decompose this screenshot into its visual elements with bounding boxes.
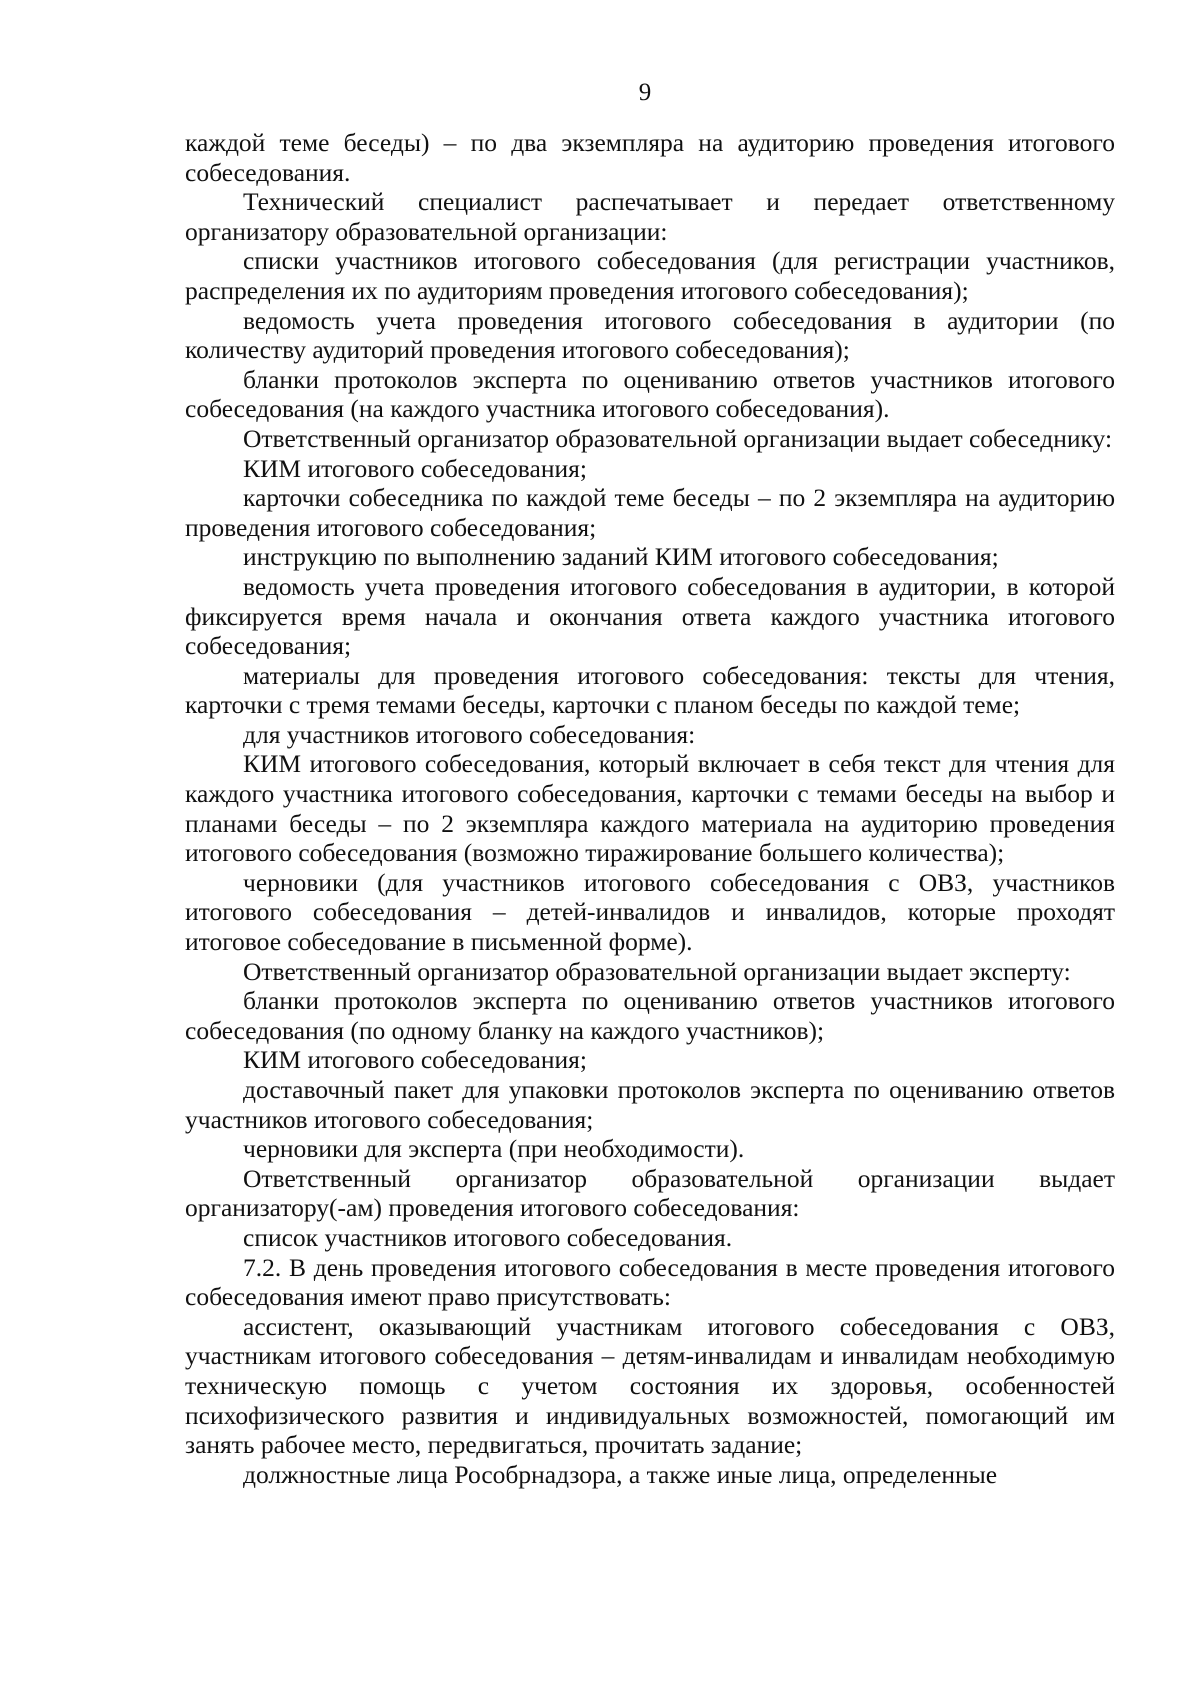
paragraph: КИМ итогового собеседования;: [243, 453, 587, 483]
paragraph: инструкцию по выполнению заданий КИМ итогового собеседования;: [243, 542, 999, 572]
paragraph: Ответственный организатор образовательной организации выдает организатору(-ам) проведения итогового собеседования:: [185, 1163, 1115, 1223]
paragraph: доставочный пакет для упаковки протоколов эксперта по оцениванию ответов участников итогового собеседования;: [185, 1075, 1115, 1134]
paragraph: черновики (для участников итогового собеседования с ОВЗ, участников итогового собеседования – детей-инвалидов и инвалидов, которые проходят итоговое собеседование в письменной форме).: [185, 867, 1115, 957]
paragraph: бланки протоколов эксперта по оцениванию ответов участников итогового собеседования (по одному бланку на каждого участников);: [185, 986, 1115, 1045]
paragraph: бланки протоколов эксперта по оцениванию ответов участников итогового собеседования (на каждого участника итогового собеседования).: [185, 364, 1115, 424]
paragraph: КИМ итогового собеседования;: [243, 1045, 587, 1075]
paragraph: каждой теме беседы) – по два экземпляра на аудиторию проведения итогового собеседования.: [185, 128, 1115, 187]
paragraph: список участников итогового собеседования.: [243, 1222, 733, 1252]
paragraph: карточки собеседника по каждой теме беседы – по 2 экземпляра на аудиторию проведения итогового собеседования;: [185, 483, 1115, 542]
paragraph: ведомость учета проведения итогового собеседования в аудитории, в которой фиксируется время начала и окончания ответа каждого участника итогового собеседования;: [185, 571, 1115, 661]
paragraph: должностные лица Рособрнадзора, а также иные лица, определенные: [243, 1459, 998, 1489]
paragraph: ассистент, оказывающий участникам итогового собеседования с ОВЗ, участникам итогового собеседования – детям-инвалидам и инвалидам необходимую техническую помощь с учетом состояния их здоровья, особенностей психофизического развития и индивидуальных возможностей, помогающий им занять рабочее место, передвигаться, прочитать задание;: [185, 1311, 1115, 1460]
document-body: [185, 128, 1115, 1489]
page-number: 9: [638, 79, 652, 106]
paragraph: КИМ итогового собеседования, который включает в себя текст для чтения для каждого участника итогового собеседования, карточки с темами беседы на выбор и планами беседы – по 2 экземпляра каждого материала на аудиторию проведения итогового собеседования (возможно тиражирование большего количества);: [185, 749, 1115, 868]
paragraph: черновики для эксперта (при необходимости).: [243, 1134, 745, 1164]
paragraph: 7.2. В день проведения итогового собеседования в месте проведения итогового собеседования имеют право присутствовать:: [185, 1252, 1115, 1312]
paragraph: списки участников итогового собеседования (для регистрации участников, распределения их по аудиториям проведения итогового собеседования);: [185, 246, 1115, 305]
paragraph: ведомость учета проведения итогового собеседования в аудитории (по количеству аудиторий проведения итогового собеседования);: [185, 305, 1115, 365]
paragraph: для участников итогового собеседования:: [243, 719, 696, 749]
paragraph: Ответственный организатор образовательной организации выдает эксперту:: [243, 956, 1071, 986]
paragraph: материалы для проведения итогового собеседования: тексты для чтения, карточки с тремя темами беседы, карточки с планом беседы по каждой теме;: [185, 660, 1115, 720]
paragraph: Технический специалист распечатывает и передает ответственному организатору образовательной организации:: [185, 187, 1115, 246]
paragraph: Ответственный организатор образовательной организации выдает собеседнику:: [243, 423, 1113, 453]
